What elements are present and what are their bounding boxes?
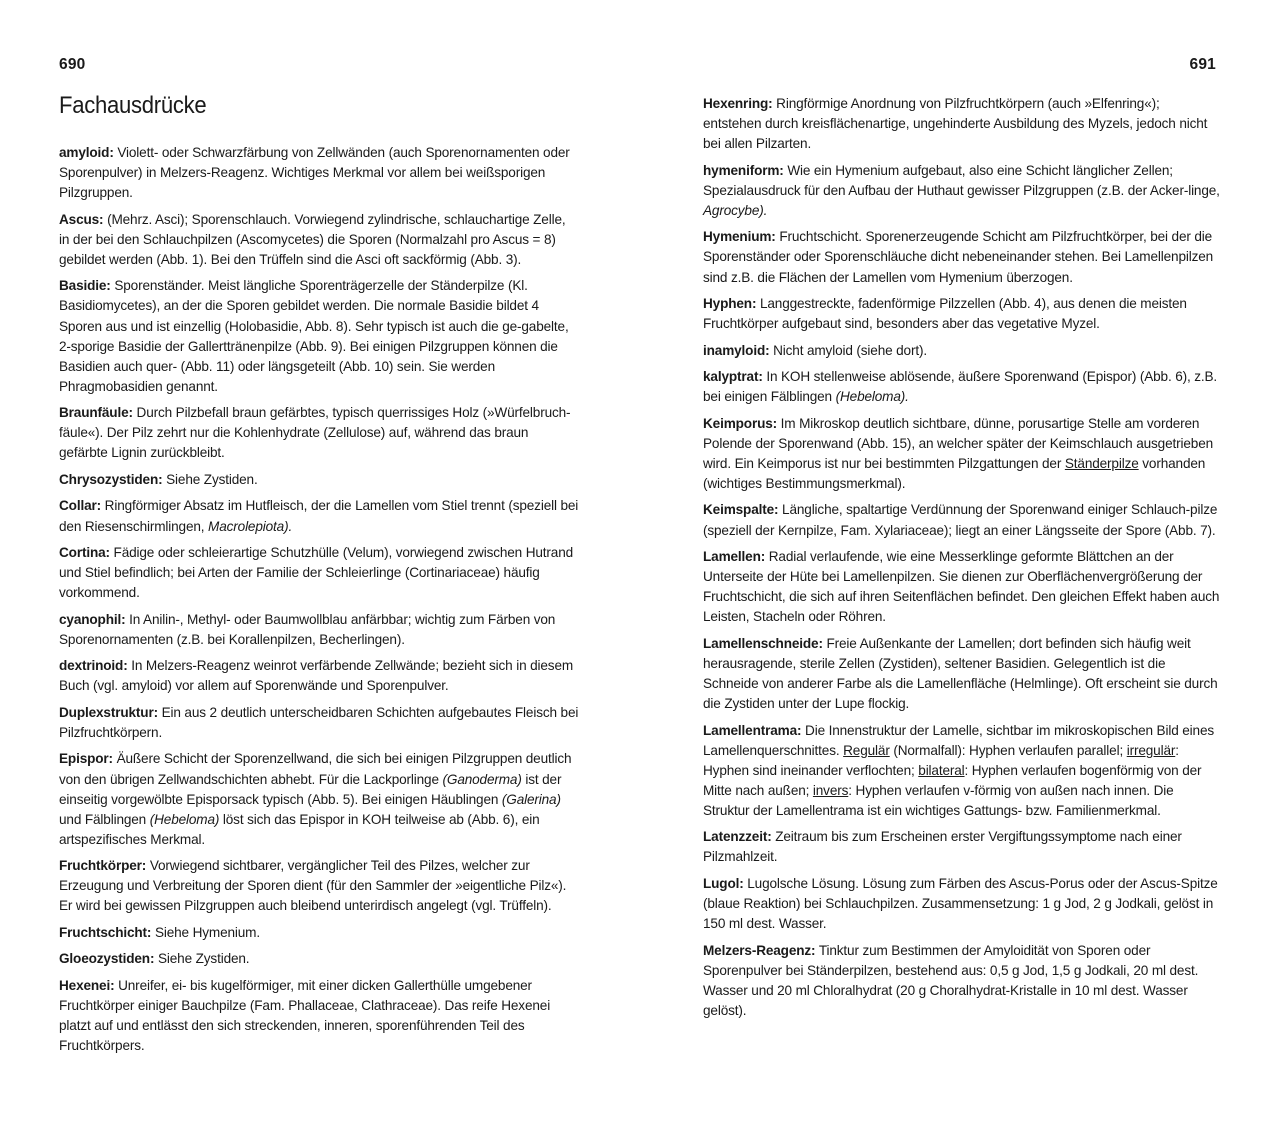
glossary-definition: Radial verlaufende, wie eine Messerklinge geformte Blättchen an der Unterseite der Hüte bei Lamellenpilzen. Sie dienen zur Oberflächenvergrößerung der Fruchtschicht, die sich auf ihren Seitenflächen befindet. Den gleichen Effekt haben auch Leisten, Stacheln oder Röhren. (703, 549, 1220, 625)
glossary-definition: Tinktur zum Bestimmen der Amyloidität von Sporen oder Sporenpulver bei Ständerpilzen, bestehend aus: 0,5 g Jod, 1,5 g Jodkali, 20 ml dest. Wasser und 20 ml Chloralhydrat (20 g Choralhydrat-Kristalle in 10 ml dest. Wasser gelöst). (703, 942, 1199, 1018)
glossary-entry (59, 210, 579, 270)
glossary-term: Lugol: (703, 875, 744, 891)
glossary-term: amyloid: (59, 145, 114, 160)
glossary-term: Duplexstruktur: (59, 704, 158, 720)
glossary-definition: In Melzers-Reagenz weinrot verfärbende Zellwände; bezieht sich in diesem Buch (vgl. amyloid) vor allem auf Sporenwände und Sporenpulver. (59, 658, 574, 694)
glossary-definition: Lugolsche Lösung. Lösung zum Färben des Ascus-Porus oder der Ascus-Spitze (blaue Reaktion) bei Schlauchpilzen. Zusammensetzung: 1 g Jod, 2 g Jodkali, gelöst in 150 ml dest. Wasser. (703, 875, 1218, 932)
glossary-list (703, 94, 1220, 1027)
glossary-definition: Im Mikroskop deutlich sichtbare, dünne, porusartige Stelle am vorderen Polende der Sporenwand (Abb. 15), an welcher später der Keimschlauch ausgetrieben wird. Ein Keimporus ist nur bei bestimmten Pilzgattungen der (703, 415, 1214, 471)
page-number: 690 (59, 56, 86, 73)
glossary-term: cyanophil: (59, 611, 126, 627)
glossary-entry (703, 634, 1220, 714)
page-title: Fachausdrücke (59, 92, 207, 119)
glossary-definition: Durch Pilzbefall braun gefärbtes, typisch querrissiges Holz (»Würfelbruch-fäule«). Der Pilz zehrt nur die Kohlenhydrate (Zellulose) auf, während das braun gefärbte Lignin zurückbleibt. (59, 405, 571, 461)
glossary-term: Lamellentrama: (703, 722, 802, 738)
glossary-term: Chrysozystiden: (59, 471, 163, 487)
glossary-definition: Violett- oder Schwarzfärbung von Zellwänden (auch Sporenornamenten oder Sporenpulver) in Melzers-Reagenz. Wichtiges Merkmal vor allem bei weißsporigen Pilzgruppen. (59, 145, 570, 201)
glossary-entry (59, 703, 579, 743)
underlined-term: Regulär (843, 742, 890, 758)
glossary-term: Hyphen: (703, 296, 757, 312)
glossary-definition: und Fälblingen (59, 811, 147, 827)
glossary-definition: Sporenständer. Meist längliche Sporenträgerzelle der Ständerpilze (Kl. Basidiomycetes), an der die Sporen gebildet werden. Die normale Basidie bildet 4 Sporen aus und ist einzellig (Holobasidie, Abb. 8). Sehr typisch ist auch die ge-gabelte, 2-sporige Basidie der Gallerttränenpilze (Abb. 9). Bei einigen Pilzgruppen können die Basidien auch quer- (Abb. 11) oder längsgeteilt (Abb. 10) sein. Sie werden Phragmobasidien genannt. (59, 278, 569, 394)
glossary-term: Braunfäule: (59, 405, 133, 421)
glossary-entry (703, 161, 1220, 221)
glossary-entry (59, 610, 579, 650)
glossary-definition: vorhanden (wichtiges Bestimmungsmerkmal). (703, 455, 1206, 491)
glossary-entry (59, 923, 579, 943)
glossary-term: Lamellenschneide: (703, 635, 823, 651)
glossary-definition: In Anilin-, Methyl- oder Baumwollblau anfärbbar; wichtig zum Färben von Sporenornamenten (z.B. bei Korallenpilzen, Becherlingen). (59, 611, 556, 647)
glossary-definition: Vorwiegend sichtbarer, vergänglicher Teil des Pilzes, welcher zur Erzeugung und Verbreitung der Sporen dient (für den Sammler der »eigentliche Pilz«). Er wird bei gewissen Pilzgruppen auch bleibend unterirdisch angelegt (vgl. Trüffeln). (59, 858, 567, 914)
glossary-definition: Siehe Zystiden. (157, 951, 250, 967)
glossary-term: Cortina: (59, 545, 110, 561)
glossary-term: Melzers-Reagenz: (703, 942, 816, 958)
latin-name: (Hebeloma) (149, 811, 220, 827)
glossary-entry (59, 276, 579, 397)
glossary-term: dextrinoid: (59, 658, 128, 674)
glossary-entry (703, 227, 1220, 287)
glossary-term: Basidie: (59, 278, 111, 294)
glossary-definition: Die Innenstruktur der Lamelle, sichtbar im mikroskopischen Bild eines Lamellenquerschnittes. (703, 722, 1215, 758)
glossary-term: Lamellen: (703, 549, 766, 564)
glossary-entry (703, 827, 1220, 867)
glossary-term: Collar: (59, 498, 102, 514)
glossary-entry (59, 856, 579, 916)
glossary-entry (703, 874, 1220, 934)
glossary-list (59, 143, 579, 1063)
glossary-term: Latenzzeit: (703, 829, 772, 845)
glossary-definition: ist der einseitig vorgewölbte Episporsack typisch (Abb. 5). Bei einigen Häublingen (59, 771, 562, 807)
glossary-definition: Wie ein Hymenium aufgebaut, also eine Schicht länglicher Zellen; Spezialausdruck für den Aufbau der Huthaut gewisser Pilzgruppen (z.B. der Acker-linge, (703, 162, 1220, 198)
glossary-entry (703, 367, 1220, 407)
glossary-term: Keimporus: (703, 415, 778, 431)
underlined-term: bilateral (918, 762, 965, 778)
latin-name: Macrolepiota). (208, 518, 293, 534)
glossary-definition: : Hyphen sind ineinander verflochten; (703, 742, 1179, 778)
glossary-definition: : Hyphen verlaufen v-förmig von außen nach innen. Die Struktur der Lamellentrama ist ein wichtiges Gattungs- bzw. Familienmerkmal. (703, 782, 1174, 818)
glossary-term: Fruchtkörper: (59, 858, 147, 874)
glossary-entry (703, 414, 1220, 494)
glossary-term: Hexenei: (59, 977, 115, 993)
glossary-term: Epispor: (59, 751, 113, 767)
glossary-entry (703, 721, 1220, 821)
glossary-definition: Siehe Zystiden. (166, 471, 258, 487)
glossary-definition: löst sich das Epispor in KOH teilweise ab (Abb. 6), ein artspezifisches Merkmal. (59, 811, 540, 847)
glossary-definition: Freie Außenkante der Lamellen; dort befinden sich häufig weit herausragende, sterile Zellen (Zystiden), seltener Basidien. Gelegentlich ist die Schneide von anderer Farbe als die Lamellenfläche (Helmlinge). Oft erscheint sie durch die Zystiden unter der Lupe flockig. (703, 635, 1218, 712)
glossary-definition: (Normalfall): Hyphen verlaufen parallel; (893, 742, 1124, 758)
glossary-definition: : Hyphen verlaufen bogenförmig von der Mitte nach außen; (703, 762, 1202, 798)
page-number: 691 (1189, 56, 1216, 73)
glossary-definition: Unreifer, ei- bis kugelförmiger, mit einer dicken Gallerthülle umgebener Fruchtkörper einiger Bauchpilze (Fam. Phallaceae, Clathraceae). Das reife Hexenei platzt auf und entlässt den sich streckenden, inneren, sporenführenden Teil des Fruchtkörpers. (59, 977, 551, 1054)
glossary-entry (703, 341, 1220, 361)
glossary-entry (703, 547, 1220, 627)
latin-name: (Ganoderma) (442, 771, 522, 787)
glossary-entry (59, 496, 579, 536)
glossary-entry (703, 941, 1220, 1021)
latin-name: (Hebeloma). (835, 389, 909, 405)
glossary-entry (59, 949, 579, 969)
glossary-definition: Nicht amyloid (siehe dort). (773, 342, 927, 358)
glossary-definition: Äußere Schicht der Sporenzellwand, die sich bei einigen Pilzgruppen deutlich von den übrigen Zellwandschichten abhebt. Für die Lackporlinge (59, 751, 572, 787)
latin-name: (Galerina) (501, 791, 561, 807)
glossary-definition: Zeitraum bis zum Erscheinen erster Vergiftungssymptome nach einer Pilzmahlzeit. (703, 829, 1182, 865)
glossary-term: Fruchtschicht: (59, 924, 152, 940)
glossary-entry (59, 543, 579, 603)
glossary-entry (703, 500, 1220, 540)
glossary-entry (59, 749, 579, 849)
glossary-definition: Längliche, spaltartige Verdünnung der Sporenwand einiger Schlauch-pilze (speziell der Kernpilze, Fam. Xylariaceae); liegt an einer Längsseite der Spore (Abb. 7). (703, 502, 1218, 538)
glossary-entry (703, 94, 1220, 154)
glossary-term: hymeniform: (703, 162, 784, 178)
cross-reference: Ständerpilze (1064, 455, 1139, 471)
underlined-term: invers (812, 782, 849, 798)
glossary-definition: Ringförmige Anordnung von Pilzfruchtkörpern (auch »Elfenring«); entstehen durch kreisflächenartige, ungehinderte Ausbildung des Myzels, jedoch nicht bei allen Pilzarten. (703, 96, 1208, 152)
latin-name: Agrocybe). (703, 202, 768, 218)
glossary-term: kalyptrat: (703, 369, 763, 385)
glossary-term: inamyloid: (703, 342, 770, 358)
glossary-entry (59, 470, 579, 490)
glossary-term: Keimspalte: (703, 502, 779, 518)
glossary-definition: Langgestreckte, fadenförmige Pilzzellen (Abb. 4), aus denen die meisten Fruchtkörper aufgebaut sind, besonders aber das vegetative Myzel. (703, 296, 1187, 332)
glossary-entry (59, 656, 579, 696)
glossary-definition: Ein aus 2 deutlich unterscheidbaren Schichten aufgebautes Fleisch bei Pilzfruchtkörpern. (59, 704, 579, 740)
underlined-term: irregulär (1126, 742, 1176, 758)
glossary-entry (59, 976, 579, 1056)
glossary-term: Ascus: (59, 211, 104, 227)
glossary-term: Gloeozystiden: (59, 951, 155, 967)
glossary-definition: Siehe Hymenium. (154, 924, 260, 940)
glossary-definition: Fruchtschicht. Sporenerzeugende Schicht am Pilzfruchtkörper, bei der die Sporenständer oder Sporenschläuche dicht nebeneinander stehen. Bei Lamellenpilzen sind z.B. die Flächen der Lamellen vom Hymenium überzogen. (703, 229, 1214, 285)
glossary-entry (59, 143, 579, 203)
glossary-term: Hymenium: (703, 229, 776, 245)
glossary-definition: (Mehrz. Asci); Sporenschlauch. Vorwiegend zylindrische, schlauchartige Zelle, in der bei den Schlauchpilzen (Ascomycetes) die Sporen (Normalzahl pro Ascus = 8) gebildet werden (Abb. 1). Bei den Trüffeln sind die Asci oft sackförmig (Abb. 3). (59, 211, 566, 267)
glossary-term: Hexenring: (703, 96, 773, 111)
glossary-definition: Ringförmiger Absatz im Hutfleisch, der die Lamellen vom Stiel trennt (speziell bei den Riesenschirmlingen, (59, 498, 579, 534)
glossary-definition: Fädige oder schleierartige Schutzhülle (Velum), vorwiegend zwischen Hutrand und Stiel befindlich; bei Arten der Familie der Schleierlinge (Cortinariaceae) häufig vorkommend. (59, 545, 574, 601)
glossary-definition: In KOH stellenweise ablösende, äußere Sporenwand (Epispor) (Abb. 6), z.B. bei einigen Fälblingen (703, 369, 1218, 405)
glossary-entry (703, 294, 1220, 334)
glossary-entry (59, 403, 579, 463)
